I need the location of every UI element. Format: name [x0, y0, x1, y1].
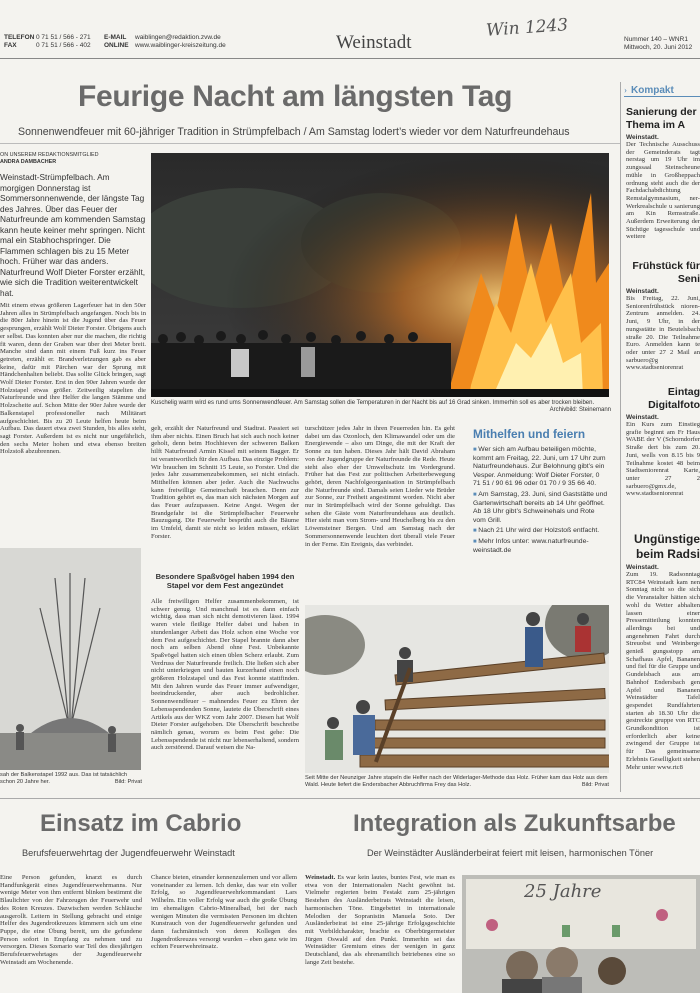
section-title: Weinstadt	[336, 32, 412, 53]
help-item-4[interactable]: ■ Mehr Infos unter: www.naturfreunde-weinstadt.de	[473, 538, 608, 555]
stacking-photo	[305, 605, 609, 773]
integration-place: Weinstadt.	[305, 874, 336, 881]
byline-line2: ANDRA DAMBACHER	[0, 159, 57, 165]
online-value: www.waiblinger-kreiszeitung.de	[135, 42, 226, 49]
lead-col1: Mit einem etwas größeren Lagerfeuer hat in den 50er Jahren alles in Strümpfelbach angefangen. Noch bis in die 80er Jahre hinein ist die Jugend über das Feuer gesprungen, erzählt Wolf Dieter Forster. Übrigens auch er selbst. Das konnten aber nur die machen, die richtig fit waren, denn der Graben war über drei Meter breit. Manche sind dann mit einem Fuß kurz ins Feuer getreten, erzählt er. Brandverletzungen gab es aber keine, dafür mit Pärchen war der Sprung mit Händchenhalten beliebt. Das sollte Glück bringen, sagt Wolf Dieter Forster. Erst in den 90er Jahren wurde der Holzstapel etwas größer. Zeitweilig stapelten die Naturfreunde und ihre Helfer die langen Stämme und Holzscheite auf. Schon Mitte der 90er Jahre wurde der Balkenstapel professioneller nach Militärart aufgeschichtet. Bis zu 20 Leute helfen heute beim Aufbau. Das dauert etwa zwei Stunden, bis alles steht, sagt Forster. Außerdem ist es nicht nur ungefährlich, den sechs Meter hohen und etwa ebenso breiten Holzstoß abzubrennen.	[0, 302, 146, 456]
handwritten-note: Win 1243	[485, 15, 569, 41]
photo2-caption	[305, 775, 609, 789]
fax-label: FAX	[4, 42, 17, 49]
kompakt-item-3-text: Ein Kurs zum Einstieg grafie beginnt am Fr Haus WABE der V (Schorndorfer Straße dert bis zum 20. Juni, wells von 8.15 bis 9 Teilnahme kostet 48 beim Stadtseniorenrat Karte, unter 27 2 sarbuero@gmx.de, www.stadtseniorenrat	[626, 421, 700, 498]
lead-headline: Feurige Nacht am längsten Tag	[78, 80, 513, 113]
lead-col2b: Alle freiwilligen Helfer zusammenbekommen, ist schwer genug. Und manchmal ist es dann einfach wichtig, dass man sich nicht demotivieren lässt. 1994 waren viele fleißige Helfer dabei und haben in stundenlanger Arbeit das Holz schon eine Woche vor dem Fest aufgeschichtet. Der Stapel brannte dann aber noch am selben Abend ohne Fest. Unbekannte Spaßvögel hatten sich einen üblen Scherz erlaubt. Zum Verdruss der Naturfreunde freilich. Die ließen sich aber nicht unterkriegen und bauten kurzerhand einen noch größeren Holzstapel und das Fest konnte stattfinden. Mit den Jahren wurde das Feuer immer aufwendiger, beeindruckender, aber auch bedrohlicher. Sonnenwendfeuer – mahnendes Feuer zu Ehren der Lebensspendenden Sonne, lautete die Überschrift eines Artikels aus der WKZ vom Jahr 2007. Diesen hat Wolf Dieter Forster aufgehoben. Die Überschrift beschreibe nämlich genau, worum es beim Fest gehe: Die Lebensspendende ist nicht nur lebenserhaltend, sondern auch zerstörend. Darauf weisen die Na-	[151, 598, 299, 752]
kompakt-label: Kompakt	[631, 85, 674, 96]
online-label: ONLINE	[104, 42, 129, 49]
kompakt-header	[624, 80, 700, 97]
bonfire-photo-graphic	[151, 153, 609, 397]
kompakt-item-3-head: Eintag Digitalfoto	[648, 386, 700, 411]
bottom-rule	[0, 798, 700, 799]
byline-line1: ON UNSEREM REDAKTIONSMITGLIED	[0, 152, 99, 158]
integration-subheadline: Der Weinstädter Ausländerbeirat feiert mit leisen, harmonischen Töner	[367, 848, 654, 858]
kompakt-item-2-text: Bis Freitag, 22. Juni, Seniorenfrühstück nioren-Zentrum anmelden. 24. Juni, 9 Uhr, in der nungsstätte in Beutelsbach straße 20. Die Teilnahme Euro. Anmelden kann te oder unter 27 2 Mail an sarbuero@g www.stadtseniorenrat	[626, 295, 700, 372]
photo1-credit: Archivbild: Steinemann	[549, 407, 611, 414]
help-box-title: Mithelfen und feiern	[473, 427, 586, 441]
photo1-caption	[151, 400, 611, 414]
help-item-3: ■ Nach 21 Uhr wird der Holzstoß entfacht.	[473, 527, 608, 536]
fax-number: 0 71 51 / 566 - 402	[36, 42, 91, 49]
phone-label: TELEFON	[4, 34, 35, 41]
kompakt-item-1-place: Weinstadt.	[626, 134, 659, 141]
integration-text: Es war kein lautes, buntes Fest, wie man es etwa von der Internationalen Nacht gewöhnt ist. Vielmehr regierten beim Festakt zum 25-jährigen Bestehen des Ausländerbeirats Weinstadt die leisen, harmonischen Töne. Eingebettet in internationale Melodien der Sopranistin Manuela Soto. Der Ausländerbeirat ist eine 25-jährige Erfolgsgeschichte mit Vorbildcharakter, brachte es Oberbürgermeister Jürgen Oswald auf den Punkt. Immerhin sei das Weinstädter Gremium eines der wenigen in ganz Deutschland, das als ehrenamtlich betriebenes eine so lange Zeit bestehe.	[305, 874, 455, 966]
lead-rule	[0, 143, 620, 144]
photo3-caption	[0, 772, 142, 786]
kompakt-item-2	[626, 260, 700, 380]
kompakt-item-1-head: Sanierung der Thema im A	[626, 106, 697, 131]
issue-number: Nummer 140 – WNR1	[624, 36, 688, 43]
cabrio-col2: Chance bieten, einander kennenzulernen und vor allem voneinander zu lernen. Ich denke, das war ein voller Erfolg, so Jugendfeuerwehrkommandant Lars Wilhelm. Ein voller Erfolg war auch die große Übung im ehemaligen Cabrio-Mineralbad, bei der nach wenigen Minuten die vermissten Personen im dichten Kunstrauch von der Jugendfeuerwehr gefunden und dann fachmännisch von deren Kollegen des Jugendrotkreuzes versorgt wurden – eben ganz wie im echten Feuerwehreinsatz.	[151, 874, 297, 951]
kompakt-item-1-text: Der Technische Ausschuss der Gemeinderats tagt nerstag um 19 Uhr im zungssaal Steinscheune mühle in Großheppach ordnung steht auch die der Fachdachabdichtung Remstalgymnasium, ner-Werkrealschule u sanierung am Kin Remsstraße. Außerdem Erweiterung der Süchtige tagesschule und weitere	[626, 141, 700, 241]
kompakt-item-3-place: Weinstadt.	[626, 414, 659, 421]
stack-1992-photo	[0, 548, 141, 770]
lead-col3: turschützer jedes Jahr in ihren Feuerreden hin. Es geht dabei um das Ozonloch, den Klimawandel oder um die Energiewende – also um Dinge, die mit der Kraft der Sonne zu tun haben. Dieses Jahr hält David Abraham von der Jugendgruppe der Naturfreunde die Rede. Heute steht also eher der Umweltschutz im Vordergrund. Früher hat das Fest zur politischen Arbeiterbewegung gehört, deren Nachfolgeorganisation in Strümpfelbach die Naturfreunde sind. Damals seien Lieder wie Brüder zur Sonne, zur Freiheit angestimmt worden. Nicht aber nur in Strümpfelbach wird der Sonne gehuldigt. Das sehen die Gäste vom Naturfreundehaus aus deutlich. Hier sieht man vom Strom- und Heuchelberg bis zu den Löwensteiner Bergen. Und am Samstag nach der Sommersonnenwende leuchten dort überall viele Feuer in der Ferne. Ein Ereignis, das verbindet.	[305, 425, 455, 548]
kompakt-item-2-place: Weinstadt.	[626, 288, 659, 295]
integration-col1	[305, 874, 455, 991]
help-box	[473, 427, 608, 602]
lead-subheading: Besondere Spaßvögel haben 1994 den Stapel vor dem Fest angezündet	[155, 572, 295, 591]
email-value: waiblingen@redaktion.zvw.de	[135, 34, 221, 41]
kompakt-item-3	[626, 386, 700, 516]
kompakt-divider	[620, 82, 621, 792]
issue-date: Mittwoch, 20. Juni 2012	[624, 44, 693, 51]
lead-col2: gelt, erzählt der Naturfreund und Stadtrat. Passiert sei ihm aber nichts. Einen Bruch hat sich auch noch keiner geholt, denn beim Hochhieven der schweren Balken hilft Naturfreund Armin Kissel mit seinem Bagger. Er ist verantwortlich für den Aufbau. Das einzige Problem: Wir brauchen im Schnitt 15 Leute, so Forster. Und die jedes Jahr zusammenzubekommen, sei nicht einfach. Mitthelfen können aber jeder. Auch die Nachwuchs kann freiwillige Gemeinschaft brauchen. Denn zur Tradition gehört es, das man sich nächsten Morgen auf das Feuer aufzupassen. Keine Angst. Wegen der Brandgefahr ist die Strümpfelbacher Feuerwehr Bauzugang. Die Feuerwehr besprüht auch die Bäume im Umfeld, damit sie nicht so leiden müssen, erklärt Forster.	[151, 425, 299, 540]
cabrio-col1: Eine Person gefunden, knarzt es durch Handfunkgerät eines Jugendfeuerwehrmanns. Nur wenige Meter von ihm entfernt blinken bestimmt die Blaulichter von der Fahrzeugen der Feuerwehr und des Roten Kreuzes. Dazwischen werden Schläuche ausgerollt. Leitern in Stellung gebracht und einige Helfer des Jugendrotkreuzes kümmern sich um eine Puppe, die eine Übung bereit, um die gefundene Person sofort in Empfang zu nehmen und zu versorgen. Dieses Szenario war Teil des diesjährigen Berufsfeuerwehrtages der Jugendfeuerwehr Weinstadt am Wochenende.	[0, 874, 142, 966]
kompakt-item-4-text: Zum 19. Radsonntag RTC84 Weinstadt kam nen Sonntag nicht so die sich die Veranstalter hätten sich wohl du Wetter abhalten lassen einer Pressemitteilung konnten allerdings bei und angenehmen Fahrt durch Streuobst und Weinberge genieß gungsstopp am Schafhaus Apfel, Bananen und fiel für die Gruppe und Gundelsbach aus am Bahnhof Endersbach gen Apfel und Bananen Weinstädter Tafel gespendet Rundfahrten starten ab 18.30 Uhr die gestreckte gruppe von RTC Grundkondition ist erforderlich aber keine zwingend der Gruppe ist für Das gemeinsame Erlebnis Geselligkeit stehen Mehr unter www.rtc8	[626, 571, 700, 771]
kompakt-item-1	[626, 106, 700, 258]
kompakt-item-2-head: Frühstück für Seni	[632, 260, 700, 285]
stack-1992-photo-graphic	[0, 548, 141, 770]
cabrio-subheadline: Berufsfeuerwehrtag der Jugendfeuerwehr Weinstadt	[22, 848, 235, 858]
photo3-caption-text: sah der Balkenstapel 1992 aus. Das ist tatsächlich schon 20 Jahre her.	[0, 772, 128, 785]
issue-info	[624, 36, 700, 52]
email-label: E-MAIL	[104, 34, 127, 41]
lead-intro: Weinstadt-Strümpfelbach. Am morgigen Donnerstag ist Sommersonnenwende, der längste Tag des Jahres. Über das Feuer der Naturfreunde am kommenden Samstag kann heute keiner mehr springen. Nicht mal ein Stabhochspringer. Die Flammen schlagen bis zu 15 Meter hoch. Früher war das anders. Naturfreund Wolf Dieter Forster erzählt, wie sich die Tradition weiterentwickelt hat.	[0, 172, 146, 298]
photo2-caption-text: Seit Mitte der Neunziger Jahre stapeln die Helfer nach der Widerlager-Methode das Holz. Früher kam das Holz aus dem Wald. Heute liefert die Endersbacher Abbruchfirma Frey das Holz.	[305, 775, 608, 788]
bonfire-photo	[151, 153, 609, 397]
phone-number: 0 71 51 / 566 - 271	[36, 34, 91, 41]
kompakt-item-4-head: Ungünstige beim Radsi	[634, 532, 700, 561]
anniversary-banner-text: 25 Jahre	[524, 881, 602, 902]
byline	[0, 152, 140, 166]
photo2-credit: Bild: Privat	[581, 782, 609, 788]
integration-headline: Integration als Zukunftsarbe	[353, 810, 676, 837]
kompakt-arrow-icon: ›	[624, 85, 627, 95]
help-item-2: ■ Am Samstag, 23. Juni, sind Gaststätte und Gartenwirtschaft bereits ab 14 Uhr geöffnet. Ab 18 Uhr gibt’s Schweinehals und Rote vom Grill.	[473, 491, 608, 525]
stacking-photo-graphic	[305, 605, 609, 773]
anniversary-photo	[462, 875, 700, 993]
kompakt-item-4	[626, 532, 700, 790]
cabrio-headline: Einsatz im Cabrio	[40, 810, 242, 837]
masthead-rule	[0, 58, 700, 59]
photo1-caption-text: Kuschelig warm wird es rund ums Sonnenwendfeuer. Am Samstag sollen die Temperaturen in der Nacht bis auf 16 Grad sinken. Immerhin soll es aber trocken bleiben.	[151, 400, 595, 406]
masthead-contact	[4, 34, 364, 54]
photo3-credit: Bild: Privat	[114, 779, 142, 785]
help-item-1: ■ Wer sich am Aufbau beteiligen möchte, kommt am Freitag, 22. Juni, um 17 Uhr zum Naturfreundehaus. Zur Belohnung gibt’s ein Vesper. Anmeldung: Wolf Dieter Forster, 0 71 51 / 90 61 96 oder 01 70 / 9 35 66 40.	[473, 446, 608, 489]
kompakt-item-4-place: Weinstadt.	[626, 564, 659, 571]
lead-subheadline: Sonnenwendfeuer mit 60-jähriger Tradition in Strümpfelbach / Am Samstag lodert’s wieder vor dem Naturfreundehaus	[18, 126, 570, 138]
